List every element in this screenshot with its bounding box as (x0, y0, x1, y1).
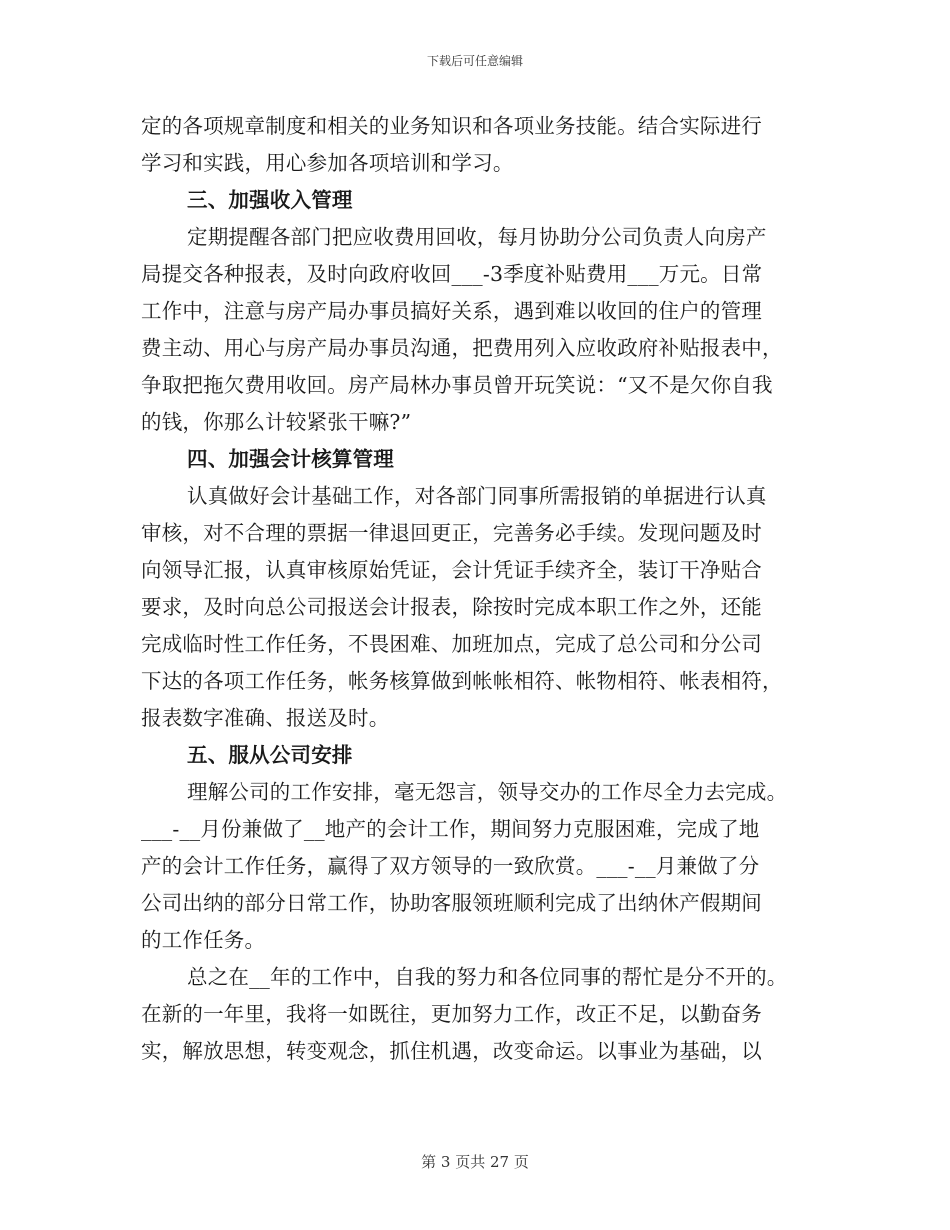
text-line: 费主动、用心与房产局办事员沟通，把费用列入应收政府补贴报表中， (141, 336, 783, 360)
text-line: 的工作任务。 (141, 928, 266, 952)
text-line: ___-__月份兼做了__地产的会计工作，期间努力克服困难，完成了地 (141, 817, 760, 841)
text-line: 向领导汇报，认真审核原始凭证，会计凭证手续齐全，装订干净贴合 (141, 558, 762, 582)
text-line: 公司出纳的部分日常工作，协助客服领班顺利完成了出纳休产假期间 (141, 891, 762, 915)
text-line: 定的各项规章制度和相关的业务知识和各项业务技能。结合实际进行 (141, 114, 762, 138)
section-heading: 四、加强会计核算管理 (187, 447, 394, 471)
text-line: 认真做好会计基础工作，对各部门同事所需报销的单据进行认真 (187, 484, 767, 508)
page-header: 下载后可任意编辑 (426, 54, 523, 68)
text-line: 局提交各种报表，及时向政府收回___-3季度补贴费用___万元。日常 (141, 262, 763, 286)
text-line: 审核，对不合理的票据一律退回更正，完善务必手续。发现问题及时 (141, 521, 762, 545)
text-line: 下达的各项工作任务，帐务核算做到帐帐相符、帐物相符、帐表相符， (141, 669, 783, 693)
text-line: 实，解放思想，转变观念，抓住机遇，改变命运。以事业为基础，以 (141, 1039, 762, 1063)
text-line: 在新的一年里，我将一如既往，更加努力工作，改正不足，以勤奋务 (141, 1002, 762, 1026)
section-heading: 三、加强收入管理 (187, 188, 353, 212)
text-line: 完成临时性工作任务，不畏困难、加班加点，完成了总公司和分公司 (141, 632, 762, 656)
text-line: 报表数字准确、报送及时。 (141, 706, 390, 730)
text-line: 争取把拖欠费用收回。房产局林办事员曾开玩笑说：“又不是欠你自我 (141, 373, 773, 397)
section-heading: 五、服从公司安排 (187, 743, 353, 767)
text-line: 学习和实践，用心参加各项培训和学习。 (141, 151, 514, 175)
text-line: 定期提醒各部门把应收费用回收，每月协助分公司负责人向房产 (187, 225, 767, 249)
text-line: 工作中，注意与房产局办事员搞好关系，遇到难以收回的住户的管理 (141, 299, 762, 323)
text-line: 总之在__年的工作中，自我的努力和各位同事的帮忙是分不开的。 (187, 965, 788, 989)
document-body (141, 108, 809, 1070)
text-line: 产的会计工作任务，赢得了双方领导的一致欣赏。___-__月兼做了分 (141, 854, 760, 878)
page-number: 第 3 页共 27 页 (421, 1153, 529, 1171)
text-line: 的钱，你那么计较紧张干嘛?” (141, 410, 412, 434)
text-line: 要求，及时向总公司报送会计报表，除按时完成本职工作之外，还能 (141, 595, 762, 619)
text-line: 理解公司的工作安排，毫无怨言，领导交办的工作尽全力去完成。 (187, 780, 788, 804)
